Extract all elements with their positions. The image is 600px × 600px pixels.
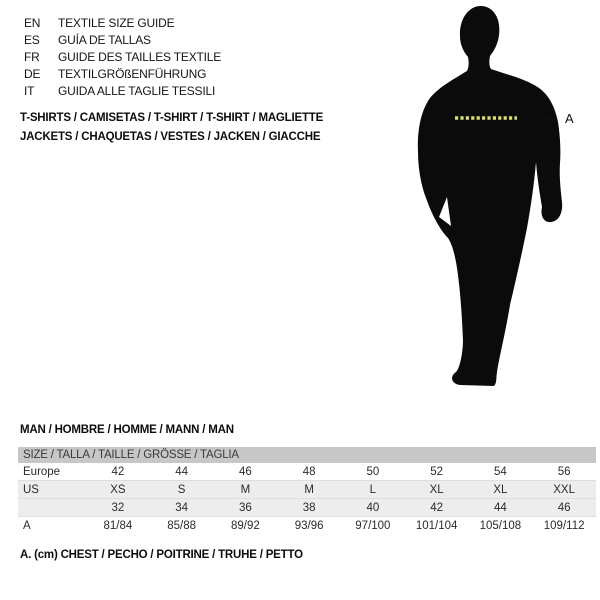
measurement-label-a: A bbox=[565, 111, 574, 126]
size-value: 42 bbox=[430, 501, 444, 514]
size-value: 109/112 bbox=[543, 520, 585, 532]
size-value: 44 bbox=[175, 465, 189, 478]
size-value: 85/88 bbox=[167, 520, 197, 532]
size-value: 50 bbox=[366, 465, 380, 478]
size-value: XL bbox=[493, 483, 508, 496]
language-label: GUIDE DES TAILLES TEXTILE bbox=[58, 49, 222, 64]
language-row-es bbox=[24, 31, 221, 48]
language-code: EN bbox=[24, 15, 41, 30]
size-value: 105/108 bbox=[479, 520, 522, 532]
size-value: M bbox=[240, 483, 251, 496]
table-row-us bbox=[18, 481, 596, 499]
size-table-header: SIZE / TALLA / TAILLE / GRÖSSE / TAGLIA bbox=[18, 447, 596, 463]
language-code: FR bbox=[24, 49, 40, 64]
size-value: 44 bbox=[493, 501, 507, 514]
size-value: 32 bbox=[111, 501, 125, 514]
row-label: A bbox=[23, 520, 31, 532]
size-value: 56 bbox=[557, 465, 571, 478]
size-value: 38 bbox=[302, 501, 316, 514]
man-silhouette-shape bbox=[418, 6, 562, 386]
row-label: US bbox=[23, 483, 39, 496]
language-label: GUIDA ALLE TAGLIE TESSILI bbox=[58, 83, 216, 98]
measurement-legend: A. (cm) CHEST / PECHO / POITRINE / TRUHE / PETTO bbox=[20, 549, 303, 561]
size-value: 42 bbox=[111, 465, 125, 478]
size-value: S bbox=[177, 483, 186, 496]
size-value: XS bbox=[110, 483, 126, 496]
size-value: L bbox=[369, 483, 377, 496]
language-row-en bbox=[24, 14, 221, 31]
size-value: 89/92 bbox=[230, 520, 260, 532]
size-value: 93/96 bbox=[294, 520, 324, 532]
language-label: GUÍA DE TALLAS bbox=[58, 32, 151, 47]
size-value: M bbox=[304, 483, 314, 496]
size-value: 36 bbox=[238, 501, 252, 514]
language-label: TEXTILE SIZE GUIDE bbox=[58, 15, 175, 30]
size-table bbox=[18, 447, 596, 535]
category-jackets: JACKETS / CHAQUETAS / VESTES / JACKEN / GIACCHE bbox=[20, 131, 321, 143]
language-row-fr bbox=[24, 48, 221, 65]
size-value: 52 bbox=[430, 465, 444, 478]
language-label: TEXTILGRÖßENFÜHRUNG bbox=[58, 66, 207, 81]
language-code: IT bbox=[24, 83, 35, 98]
section-title-man: MAN / HOMBRE / HOMME / MANN / MAN bbox=[20, 424, 234, 436]
language-row-de bbox=[24, 65, 221, 82]
size-value: XL bbox=[429, 483, 444, 496]
size-value: 81/84 bbox=[103, 520, 133, 532]
table-row-us-numeric bbox=[18, 499, 596, 517]
size-value: 97/100 bbox=[355, 520, 391, 532]
table-row-chest-cm bbox=[18, 517, 596, 535]
size-value: 34 bbox=[175, 501, 189, 514]
size-value: 46 bbox=[238, 465, 252, 478]
language-list bbox=[24, 14, 221, 99]
size-value: 101/104 bbox=[415, 520, 458, 532]
man-silhouette bbox=[390, 0, 590, 410]
row-label: Europe bbox=[23, 465, 61, 478]
language-row-it bbox=[24, 82, 221, 99]
size-value: 46 bbox=[557, 501, 571, 514]
language-code: DE bbox=[24, 66, 41, 81]
size-value: 54 bbox=[493, 465, 507, 478]
table-row-europe bbox=[18, 463, 596, 481]
category-list bbox=[20, 109, 323, 147]
size-value: 40 bbox=[366, 501, 380, 514]
size-value: XXL bbox=[553, 483, 575, 496]
size-value: 48 bbox=[302, 465, 316, 478]
language-code: ES bbox=[24, 32, 40, 47]
category-tshirts: T-SHIRTS / CAMISETAS / T-SHIRT / T-SHIRT / MAGLIETTE bbox=[20, 112, 324, 124]
